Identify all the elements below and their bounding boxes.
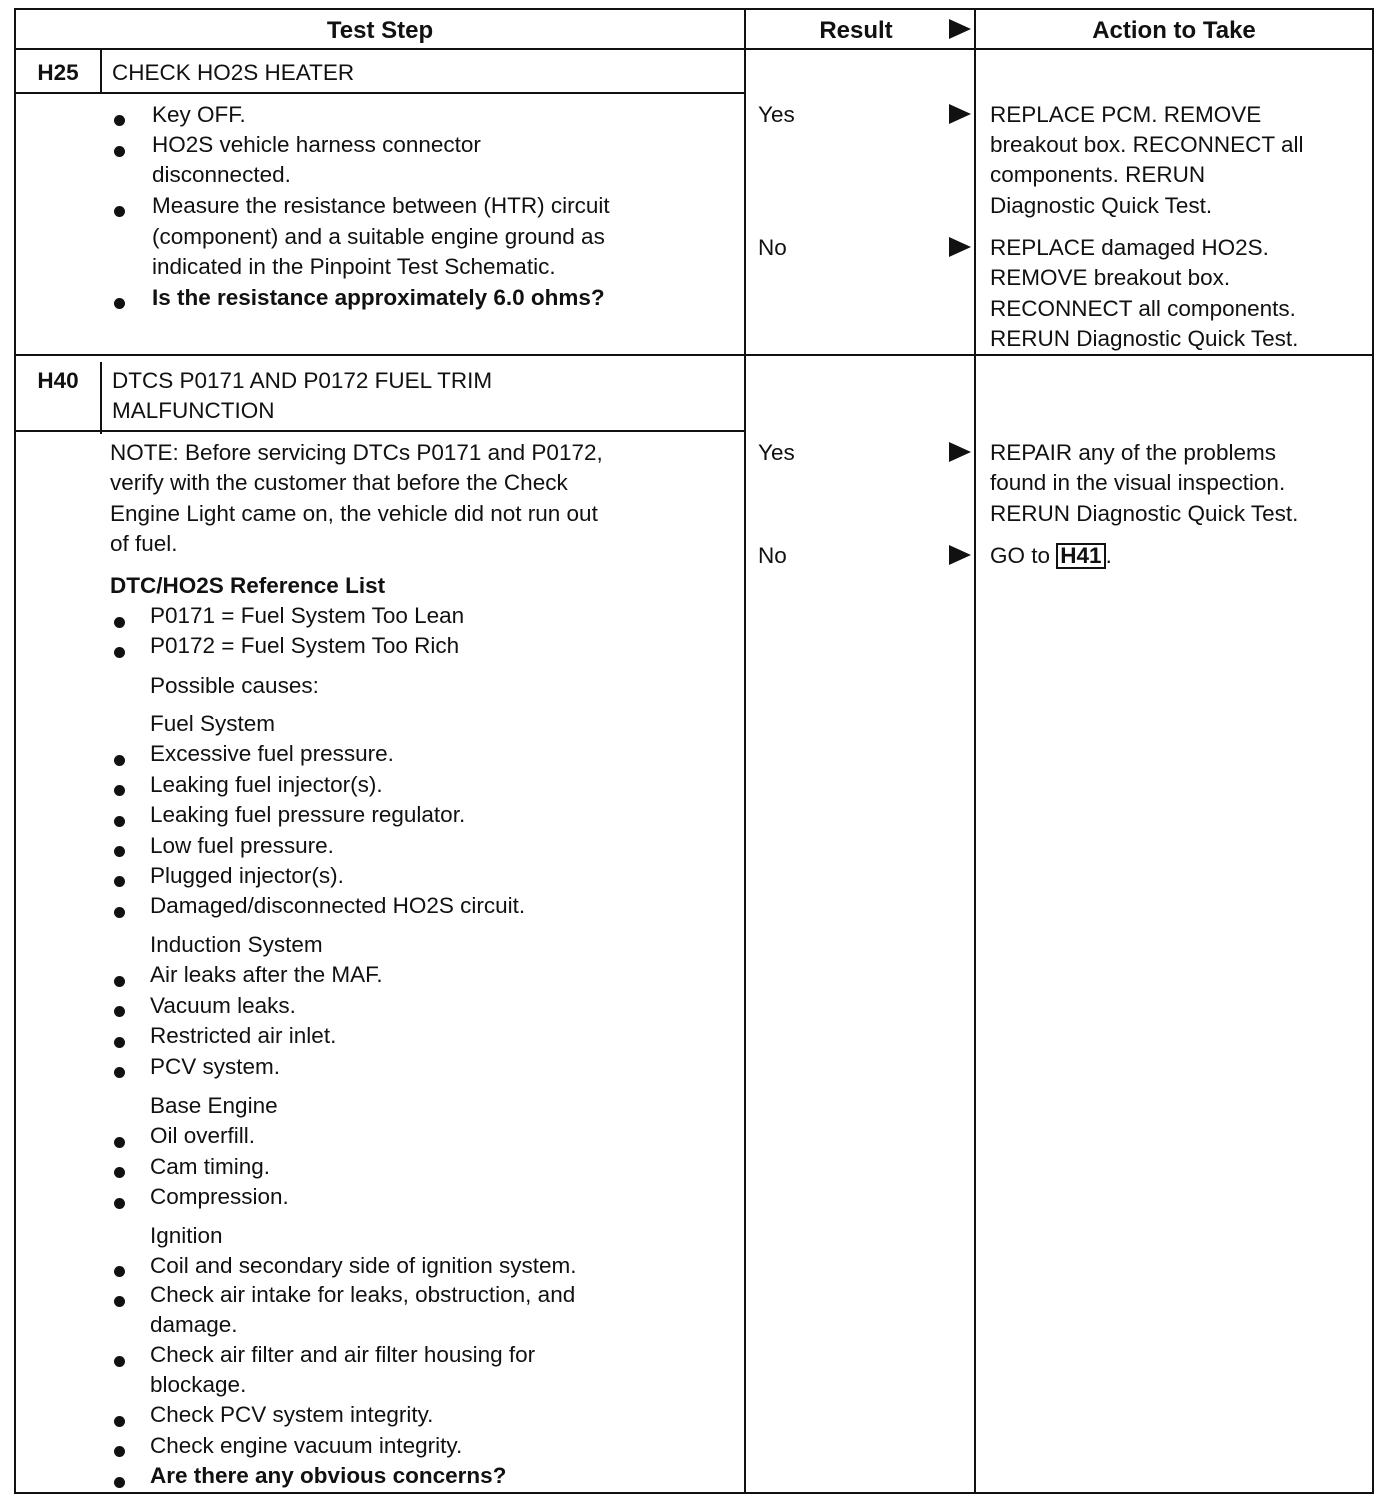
bullet-icon bbox=[114, 846, 125, 857]
ignition-item: Check PCV system integrity. bbox=[150, 1402, 434, 1427]
h40-note-2: verify with the customer that before the Check bbox=[110, 470, 568, 495]
ignition-item-cont: blockage. bbox=[150, 1372, 247, 1397]
h25-step-3-cont-2: indicated in the Pinpoint Test Schematic. bbox=[152, 254, 556, 279]
bullet-icon bbox=[114, 976, 125, 987]
bullet-icon bbox=[114, 146, 125, 157]
header-divider bbox=[16, 48, 1372, 50]
h25-title: CHECK HO2S HEATER bbox=[112, 60, 355, 85]
bullet-icon bbox=[114, 1037, 125, 1048]
bullet-icon bbox=[114, 1067, 125, 1078]
bullet-icon bbox=[114, 1266, 125, 1277]
fuel-item: Low fuel pressure. bbox=[150, 833, 334, 858]
h40-yes-arrow-icon bbox=[949, 442, 971, 462]
fuel-item: Plugged injector(s). bbox=[150, 863, 344, 888]
h25-step-2: HO2S vehicle harness connector bbox=[152, 132, 481, 157]
h40-result-no: No bbox=[758, 543, 787, 568]
h40-title-2: MALFUNCTION bbox=[112, 398, 275, 423]
h40-note-1: NOTE: Before servicing DTCs P0171 and P0172, bbox=[110, 440, 603, 465]
reference-item-p0172: P0172 = Fuel System Too Rich bbox=[150, 633, 460, 658]
h40-note-4: of fuel. bbox=[110, 531, 178, 556]
bullet-icon bbox=[114, 1198, 125, 1209]
possible-causes-label: Possible causes: bbox=[150, 673, 319, 698]
fuel-item: Leaking fuel injector(s). bbox=[150, 772, 383, 797]
h40-result-yes: Yes bbox=[758, 440, 795, 465]
bullet-icon bbox=[114, 876, 125, 887]
bullet-icon bbox=[114, 298, 125, 309]
h25-yes-action-4: Diagnostic Quick Test. bbox=[990, 193, 1213, 218]
ignition-item: Check air filter and air filter housing for bbox=[150, 1342, 536, 1367]
fuel-item: Excessive fuel pressure. bbox=[150, 741, 394, 766]
bullet-icon bbox=[114, 206, 125, 217]
h25-no-action-3: RECONNECT all components. bbox=[990, 296, 1296, 321]
h25-step-3-cont-1: (component) and a suitable engine ground as bbox=[152, 224, 605, 249]
header-action: Action to Take bbox=[1092, 17, 1256, 44]
column-divider-action bbox=[974, 10, 976, 1492]
bullet-icon bbox=[114, 617, 125, 628]
bullet-icon bbox=[114, 1167, 125, 1178]
reference-item-p0171: P0171 = Fuel System Too Lean bbox=[150, 603, 465, 628]
h40-yes-action-2: found in the visual inspection. bbox=[990, 470, 1286, 495]
bullet-icon bbox=[114, 755, 125, 766]
bullet-icon bbox=[114, 785, 125, 796]
h40-yes-action-3: RERUN Diagnostic Quick Test. bbox=[990, 501, 1299, 526]
base-engine-heading: Base Engine bbox=[150, 1093, 278, 1118]
go-to-suffix: . bbox=[1105, 543, 1112, 568]
bullet-icon bbox=[114, 1446, 125, 1457]
bullet-icon bbox=[114, 1296, 125, 1307]
h25-step-2-cont: disconnected. bbox=[152, 162, 291, 187]
h40-no-action bbox=[990, 541, 1112, 572]
bullet-icon bbox=[114, 647, 125, 658]
ignition-heading: Ignition bbox=[150, 1223, 223, 1248]
h25-yes-action-1: REPLACE PCM. REMOVE bbox=[990, 102, 1262, 127]
ignition-item: Check engine vacuum integrity. bbox=[150, 1433, 463, 1458]
reference-list-title: DTC/HO2S Reference List bbox=[110, 573, 386, 598]
h25-no-arrow-icon bbox=[949, 237, 971, 257]
h25-step-3: Measure the resistance between (HTR) circuit bbox=[152, 193, 610, 218]
h40-title-1: DTCS P0171 AND P0172 FUEL TRIM bbox=[112, 368, 493, 393]
ignition-item: Check air intake for leaks, obstruction, and bbox=[150, 1282, 576, 1307]
base-item: Oil overfill. bbox=[150, 1123, 256, 1148]
bullet-icon bbox=[114, 907, 125, 918]
induction-item: Air leaks after the MAF. bbox=[150, 962, 383, 987]
step-id-h25: H25 bbox=[37, 60, 79, 85]
go-to-label: GO to bbox=[990, 543, 1051, 568]
h40-yes-action-1: REPAIR any of the problems bbox=[990, 440, 1276, 465]
bullet-icon bbox=[114, 1006, 125, 1017]
bullet-icon bbox=[114, 1477, 125, 1488]
fuel-item: Leaking fuel pressure regulator. bbox=[150, 802, 466, 827]
bullet-icon bbox=[114, 1137, 125, 1148]
h25-step-1: Key OFF. bbox=[152, 102, 246, 127]
bullet-icon bbox=[114, 1356, 125, 1367]
base-item: Cam timing. bbox=[150, 1154, 271, 1179]
induction-item: PCV system. bbox=[150, 1054, 281, 1079]
diagnostic-table bbox=[14, 8, 1374, 1494]
header-arrow-icon bbox=[949, 19, 971, 39]
h40-title-divider bbox=[16, 430, 744, 432]
h25-yes-arrow-icon bbox=[949, 104, 971, 124]
column-divider-result bbox=[744, 10, 746, 1492]
h25-no-action-4: RERUN Diagnostic Quick Test. bbox=[990, 326, 1299, 351]
h40-note-3: Engine Light came on, the vehicle did not run out bbox=[110, 501, 598, 526]
h40-question: Are there any obvious concerns? bbox=[150, 1463, 507, 1488]
ignition-item-cont: damage. bbox=[150, 1312, 238, 1337]
bullet-icon bbox=[114, 816, 125, 827]
header-test-step: Test Step bbox=[326, 17, 434, 44]
header-result: Result bbox=[819, 17, 893, 44]
step-reference-h41[interactable]: H41 bbox=[1056, 543, 1105, 569]
id-divider-h25 bbox=[100, 50, 102, 94]
h25-question: Is the resistance approximately 6.0 ohms? bbox=[152, 285, 605, 310]
induction-system-heading: Induction System bbox=[150, 932, 323, 957]
bullet-icon bbox=[114, 1416, 125, 1427]
h25-id-divider bbox=[16, 92, 100, 94]
fuel-item: Damaged/disconnected HO2S circuit. bbox=[150, 893, 526, 918]
h40-no-arrow-icon bbox=[949, 545, 971, 565]
h25-title-divider bbox=[16, 92, 744, 94]
h25-yes-action-2: breakout box. RECONNECT all bbox=[990, 132, 1304, 157]
bullet-icon bbox=[114, 115, 125, 126]
h25-no-action-1: REPLACE damaged HO2S. bbox=[990, 235, 1269, 260]
h25-result-yes: Yes bbox=[758, 102, 795, 127]
step-id-h40: H40 bbox=[37, 368, 79, 393]
h25-yes-action-3: components. RERUN bbox=[990, 162, 1206, 187]
h25-no-action-2: REMOVE breakout box. bbox=[990, 265, 1231, 290]
h25-result-no: No bbox=[758, 235, 787, 260]
ignition-item: Coil and secondary side of ignition system. bbox=[150, 1253, 577, 1278]
id-divider-h40 bbox=[100, 362, 102, 434]
base-item: Compression. bbox=[150, 1184, 289, 1209]
induction-item: Restricted air inlet. bbox=[150, 1023, 337, 1048]
induction-item: Vacuum leaks. bbox=[150, 993, 296, 1018]
fuel-system-heading: Fuel System bbox=[150, 711, 276, 736]
